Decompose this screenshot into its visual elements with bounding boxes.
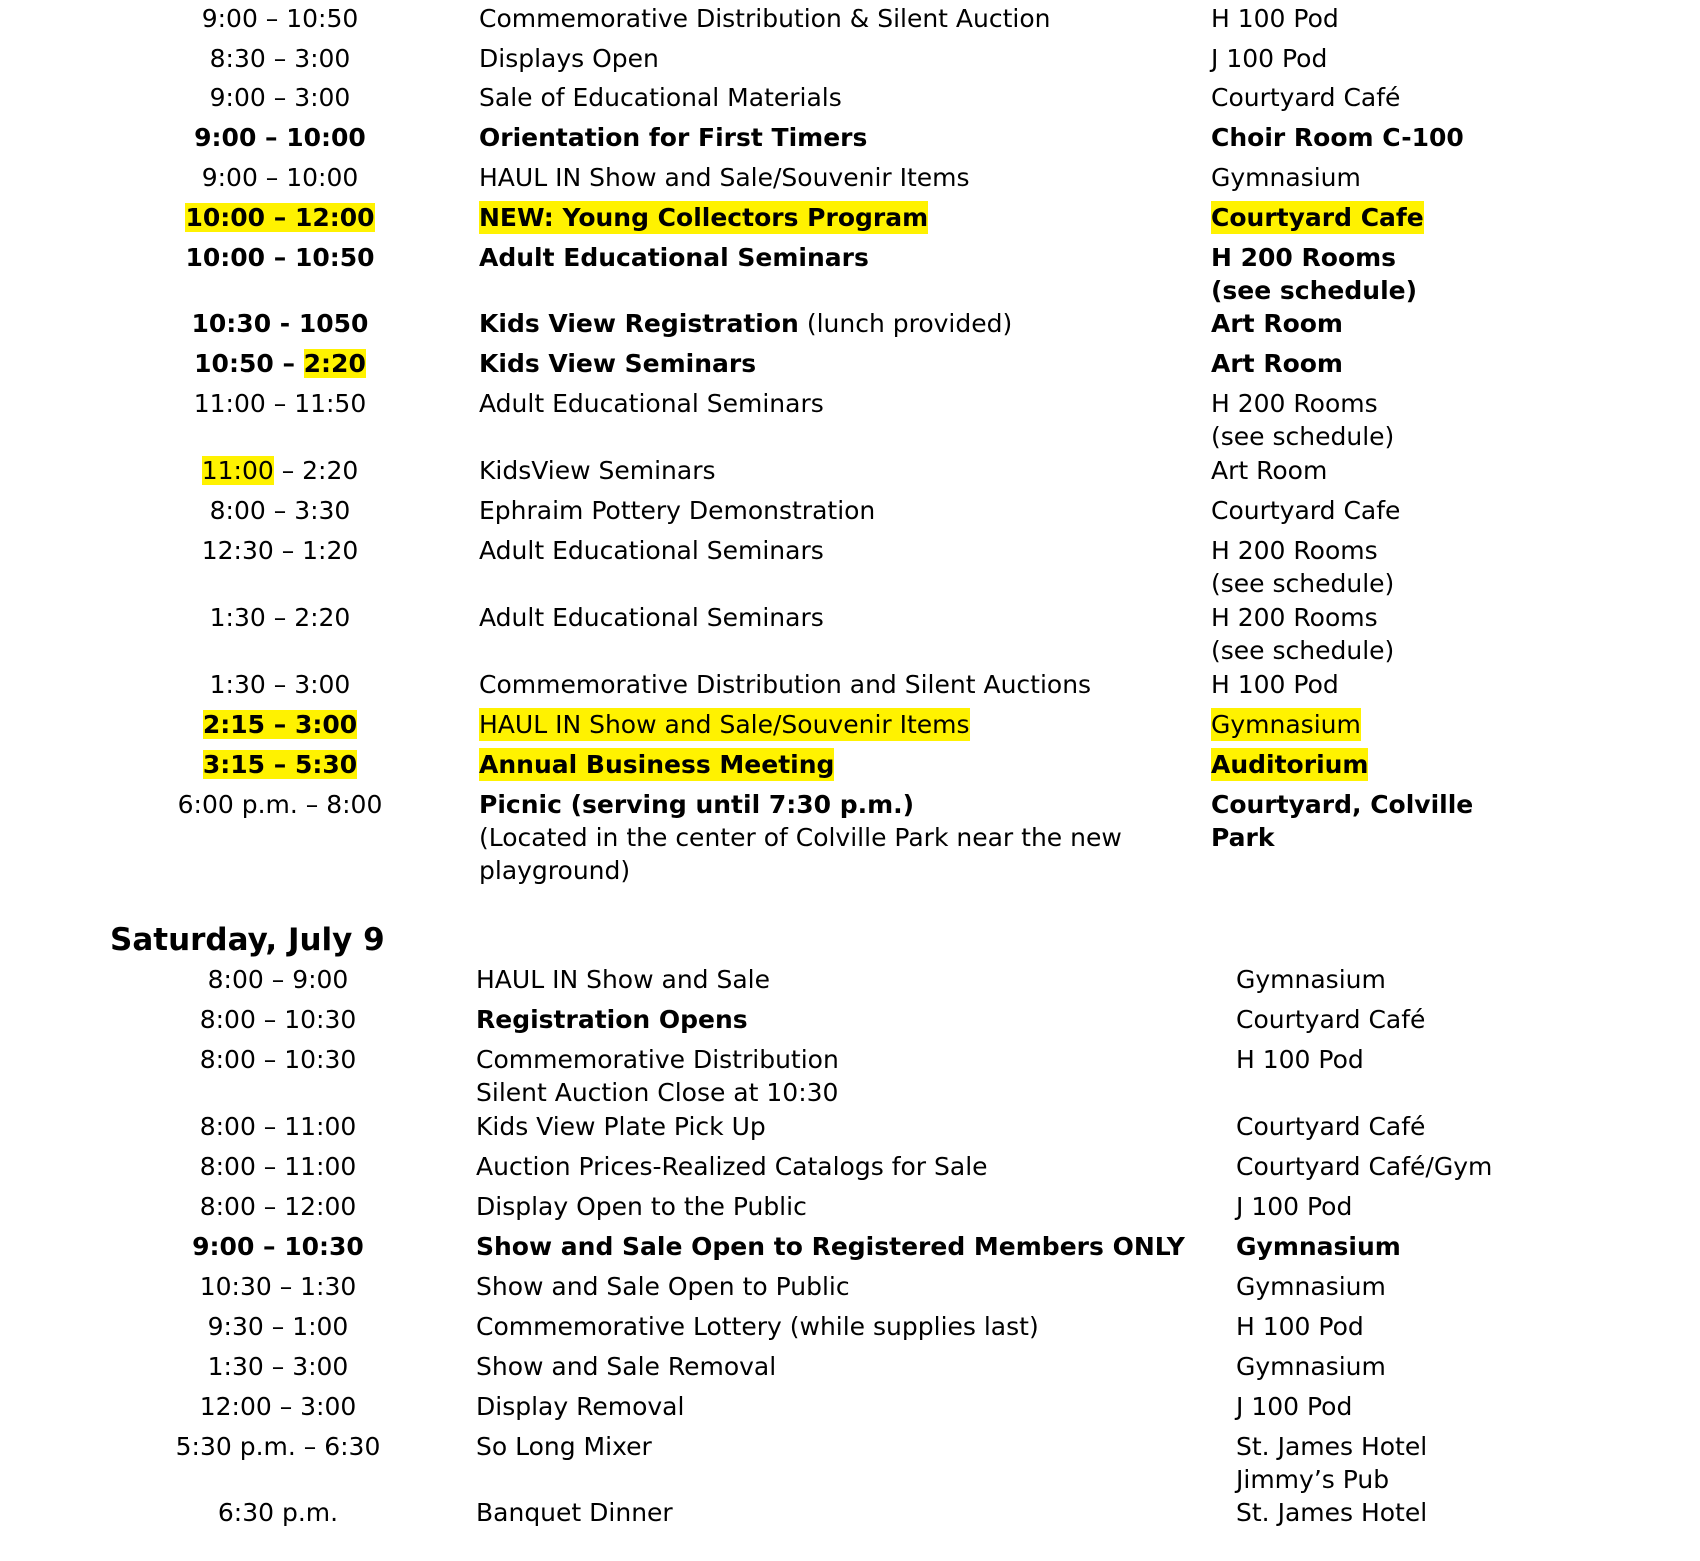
row-time: 8:00 – 10:30 bbox=[199, 1005, 357, 1034]
highlight-mark: 2:20 bbox=[303, 349, 366, 378]
row-location: Gymnasium bbox=[1236, 965, 1386, 994]
row-event: So Long Mixer bbox=[476, 1432, 652, 1461]
row-location: Art Room bbox=[1211, 349, 1343, 378]
row-location: Courtyard Café/Gym bbox=[1236, 1152, 1493, 1181]
row-time: 5:30 p.m. – 6:30 bbox=[175, 1432, 381, 1461]
row-event: Show and Sale Open to Registered Members ONLY bbox=[476, 1232, 1185, 1261]
row-time: 12:00 – 3:00 bbox=[199, 1392, 357, 1421]
highlight-mark: 11:00 bbox=[201, 456, 274, 485]
row-event: Kids View Seminars bbox=[479, 349, 757, 378]
row-location: Gymnasium bbox=[1236, 1272, 1386, 1301]
row-time: 8:00 – 11:00 bbox=[199, 1112, 357, 1141]
row-event: Show and Sale Removal bbox=[476, 1352, 777, 1381]
row-location bbox=[1236, 1430, 1427, 1496]
time-end: – 2:20 bbox=[273, 456, 359, 485]
row-event: HAUL IN Show and Sale bbox=[476, 965, 770, 994]
location-line: H 200 Rooms bbox=[1211, 389, 1378, 418]
location-line: H 200 Rooms bbox=[1211, 243, 1397, 272]
row-event: Annual Business Meeting bbox=[479, 750, 835, 779]
row-location: Courtyard Café bbox=[1236, 1112, 1426, 1141]
row-event: Adult Educational Seminars bbox=[479, 536, 824, 565]
row-time: 6:30 p.m. bbox=[217, 1498, 339, 1527]
row-event bbox=[476, 1043, 839, 1109]
row-location bbox=[1211, 241, 1417, 307]
row-time: 1:30 – 2:20 bbox=[209, 603, 351, 632]
row-time bbox=[130, 201, 430, 234]
location-line: (see schedule) bbox=[1211, 422, 1395, 451]
row-event: Adult Educational Seminars bbox=[479, 243, 869, 272]
row-event: Display Open to the Public bbox=[476, 1192, 807, 1221]
row-location: J 100 Pod bbox=[1211, 44, 1328, 73]
row-event: Commemorative Distribution & Silent Auction bbox=[479, 4, 1051, 33]
event-title: Picnic (serving until 7:30 p.m.) bbox=[479, 790, 915, 819]
event-line: playground) bbox=[479, 856, 631, 885]
location-line: H 200 Rooms bbox=[1211, 603, 1378, 632]
location-line: (see schedule) bbox=[1211, 569, 1395, 598]
row-time: 9:00 – 3:00 bbox=[209, 83, 351, 112]
row-time: 10:30 - 1050 bbox=[191, 309, 369, 338]
row-event: Display Removal bbox=[476, 1392, 685, 1421]
event-note: (lunch provided) bbox=[806, 309, 1013, 338]
row-event: Adult Educational Seminars bbox=[479, 389, 824, 418]
row-location: Courtyard Cafe bbox=[1211, 203, 1424, 232]
row-event bbox=[479, 788, 1122, 887]
location-line: Park bbox=[1211, 823, 1275, 852]
row-event: NEW: Young Collectors Program bbox=[479, 203, 929, 232]
row-event: Orientation for First Timers bbox=[479, 123, 868, 152]
event-line: Commemorative Distribution bbox=[476, 1045, 839, 1074]
row-event: Registration Opens bbox=[476, 1005, 748, 1034]
row-location bbox=[1211, 534, 1394, 600]
row-time: 10:30 – 1:30 bbox=[199, 1272, 357, 1301]
row-time bbox=[130, 708, 430, 741]
row-event: Auction Prices-Realized Catalogs for Sale bbox=[476, 1152, 988, 1181]
row-time: 9:00 – 10:00 bbox=[201, 163, 359, 192]
row-time: 1:30 – 3:00 bbox=[209, 670, 351, 699]
row-time: 10:00 – 10:50 bbox=[185, 243, 375, 272]
row-event: KidsView Seminars bbox=[479, 456, 716, 485]
event-line: (Located in the center of Colville Park near the new bbox=[479, 823, 1122, 852]
location-line: St. James Hotel bbox=[1236, 1432, 1428, 1461]
row-event: Banquet Dinner bbox=[476, 1498, 673, 1527]
event-title: Kids View Registration bbox=[479, 309, 799, 338]
row-time: 12:30 – 1:20 bbox=[201, 536, 359, 565]
row-location: J 100 Pod bbox=[1236, 1192, 1353, 1221]
row-location: Courtyard Café bbox=[1211, 83, 1401, 112]
row-event: Displays Open bbox=[479, 44, 659, 73]
location-line: (see schedule) bbox=[1211, 276, 1418, 305]
row-time bbox=[130, 748, 430, 781]
row-time bbox=[130, 347, 430, 380]
row-event: Commemorative Distribution and Silent Auctions bbox=[479, 670, 1092, 699]
row-time: 8:30 – 3:00 bbox=[209, 44, 351, 73]
row-location: H 100 Pod bbox=[1211, 4, 1339, 33]
location-line: Jimmy’s Pub bbox=[1236, 1465, 1390, 1494]
row-location: Gymnasium bbox=[1211, 163, 1361, 192]
row-time: 8:00 – 11:00 bbox=[199, 1152, 357, 1181]
row-time bbox=[130, 454, 430, 487]
row-event: HAUL IN Show and Sale/Souvenir Items bbox=[479, 163, 970, 192]
row-time: 8:00 – 9:00 bbox=[207, 965, 349, 994]
row-location: Courtyard Café bbox=[1236, 1005, 1426, 1034]
row-location: Gymnasium bbox=[1211, 710, 1361, 739]
row-time: 9:00 – 10:50 bbox=[201, 4, 359, 33]
row-location: Auditorium bbox=[1211, 750, 1369, 779]
highlight-mark: 3:15 – 5:30 bbox=[202, 750, 358, 779]
location-line: H 200 Rooms bbox=[1211, 536, 1378, 565]
row-time: 8:00 – 3:30 bbox=[209, 496, 351, 525]
row-location: H 100 Pod bbox=[1236, 1312, 1364, 1341]
row-location: J 100 Pod bbox=[1236, 1392, 1353, 1421]
row-location bbox=[1211, 601, 1394, 667]
row-event: Adult Educational Seminars bbox=[479, 603, 824, 632]
time-start: 10:50 – bbox=[194, 349, 304, 378]
row-time: 8:00 – 12:00 bbox=[199, 1192, 357, 1221]
row-location: H 100 Pod bbox=[1236, 1045, 1364, 1074]
row-event: Sale of Educational Materials bbox=[479, 83, 842, 112]
location-line: Courtyard, Colville bbox=[1211, 790, 1474, 819]
row-location: H 100 Pod bbox=[1211, 670, 1339, 699]
row-location: Courtyard Cafe bbox=[1211, 496, 1401, 525]
row-location bbox=[1211, 788, 1473, 854]
row-time: 9:00 – 10:30 bbox=[192, 1232, 364, 1261]
row-event: HAUL IN Show and Sale/Souvenir Items bbox=[479, 710, 970, 739]
row-time: 6:00 p.m. – 8:00 bbox=[177, 790, 383, 819]
row-location: Art Room bbox=[1211, 456, 1328, 485]
saturday-heading: Saturday, July 9 bbox=[110, 922, 385, 958]
row-time: 8:00 – 10:30 bbox=[199, 1045, 357, 1074]
row-event: Show and Sale Open to Public bbox=[476, 1272, 850, 1301]
row-location: St. James Hotel bbox=[1236, 1498, 1428, 1527]
row-location: Gymnasium bbox=[1236, 1352, 1386, 1381]
row-time: 9:30 – 1:00 bbox=[207, 1312, 349, 1341]
row-time: 11:00 – 11:50 bbox=[193, 389, 367, 418]
row-location bbox=[1211, 387, 1394, 453]
row-time: 9:00 – 10:00 bbox=[194, 123, 366, 152]
highlight-mark: 10:00 – 12:00 bbox=[185, 203, 375, 232]
location-line: (see schedule) bbox=[1211, 636, 1395, 665]
row-event: Kids View Plate Pick Up bbox=[476, 1112, 766, 1141]
row-location: Choir Room C-100 bbox=[1211, 123, 1464, 152]
row-event bbox=[479, 307, 1012, 340]
row-event: Ephraim Pottery Demonstration bbox=[479, 496, 876, 525]
row-event: Commemorative Lottery (while supplies last) bbox=[476, 1312, 1039, 1341]
row-location: Art Room bbox=[1211, 309, 1343, 338]
row-location: Gymnasium bbox=[1236, 1232, 1401, 1261]
row-time: 1:30 – 3:00 bbox=[207, 1352, 349, 1381]
event-line: Silent Auction Close at 10:30 bbox=[476, 1078, 839, 1107]
highlight-mark: 2:15 – 3:00 bbox=[202, 710, 358, 739]
